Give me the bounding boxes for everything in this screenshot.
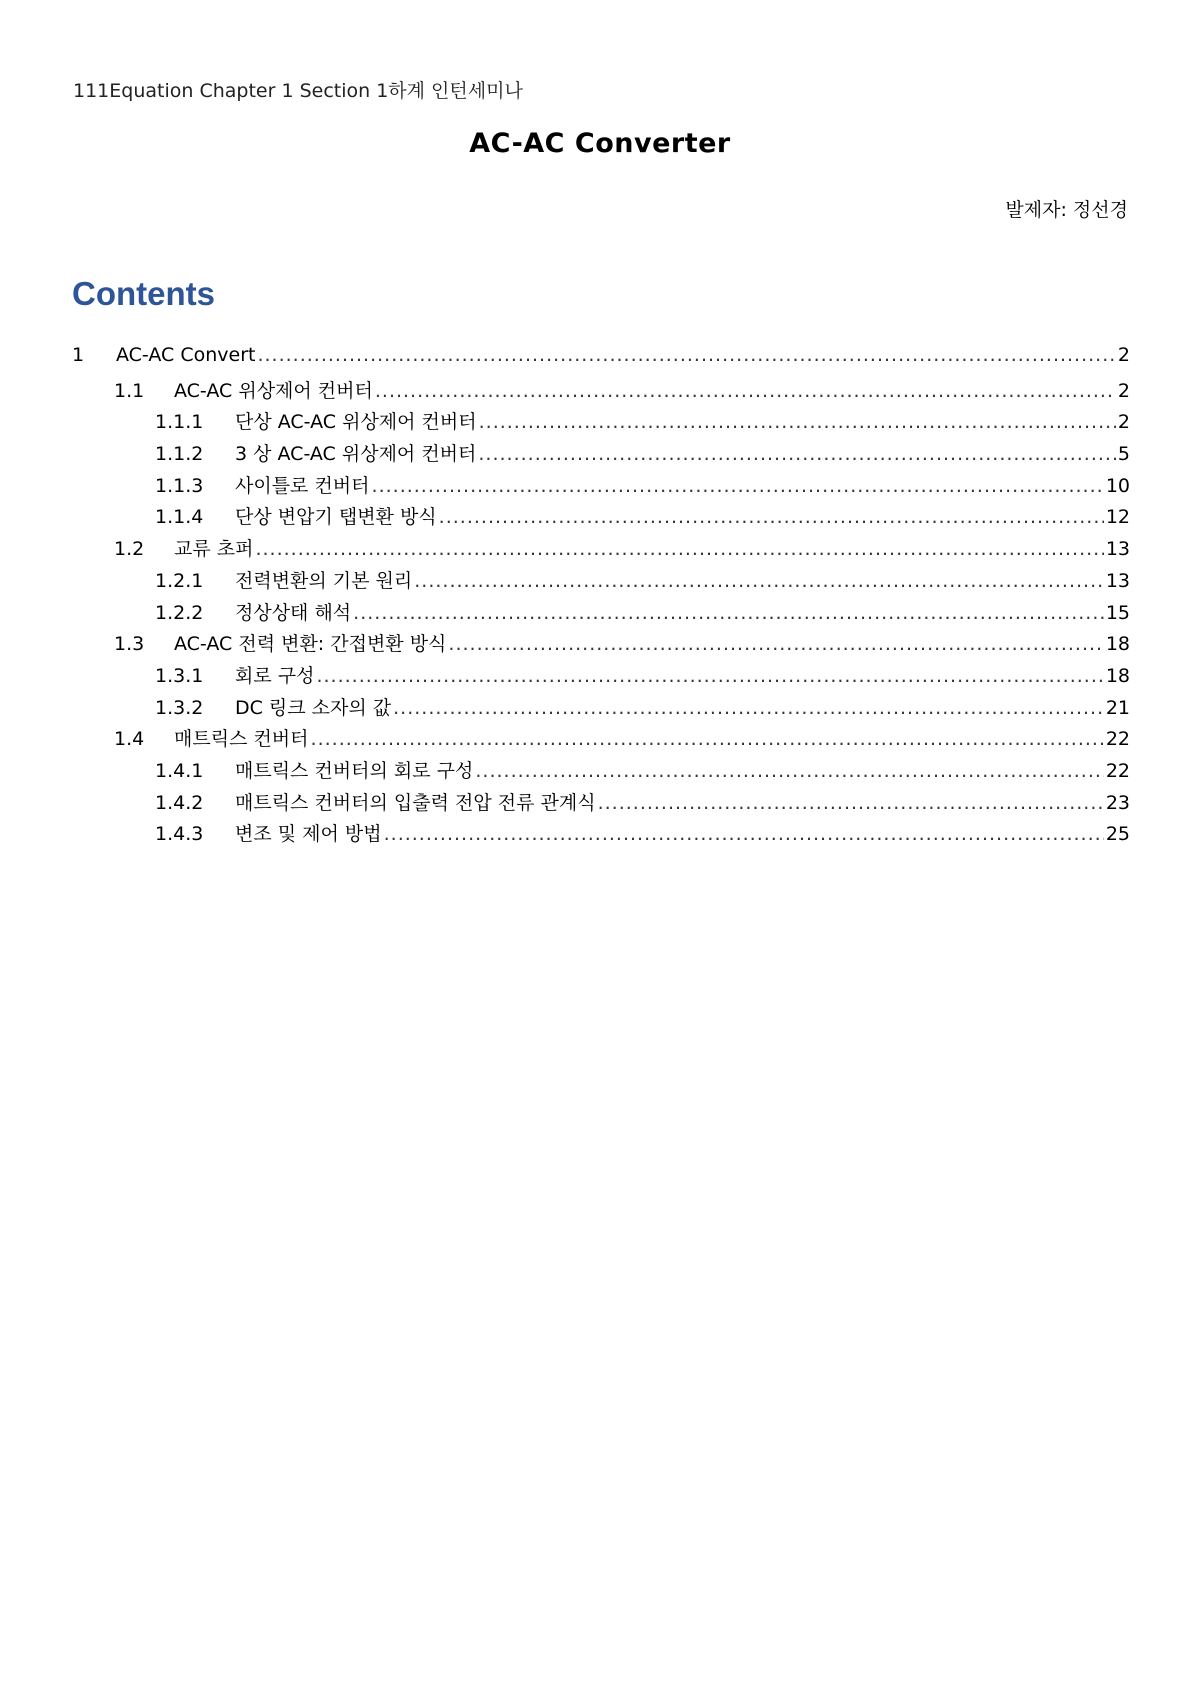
toc-entry-number: 1.1.4	[155, 506, 204, 529]
toc-entry-label: 정상상태 해석	[235, 601, 352, 624]
toc-entry-label: AC-AC Convert	[116, 344, 256, 366]
toc-leader-dots	[598, 792, 1104, 814]
toc-entry-page: 25	[1105, 823, 1130, 846]
toc-leader-dots	[311, 728, 1104, 750]
toc-leader-dots	[372, 475, 1104, 497]
toc-entry-page: 15	[1105, 601, 1130, 624]
toc-entry-number: 1.2.2	[155, 601, 204, 624]
toc-entry-number: 1.3	[114, 633, 145, 656]
toc-entry-page: 2	[1117, 379, 1130, 402]
toc-entry-label: 3 상 AC-AC 위상제어 컨버터	[235, 443, 477, 466]
toc-entry-label: 매트릭스 컨버터의 회로 구성	[235, 759, 474, 782]
toc-leader-dots	[479, 411, 1116, 433]
toc-entry[interactable]	[72, 661, 1130, 693]
table-of-contents	[72, 344, 1130, 851]
toc-leader-dots	[439, 506, 1104, 528]
toc-entry-label: AC-AC 전력 변환: 간접변환 방식	[174, 633, 447, 656]
toc-entry-label: 회로 구성	[235, 664, 315, 687]
toc-entry[interactable]	[72, 788, 1130, 820]
toc-entry-page: 10	[1105, 474, 1130, 497]
toc-entry-label: 매트릭스 컨버터의 입출력 전압 전류 관계식	[235, 791, 596, 814]
toc-entry-number: 1.4.3	[155, 823, 204, 846]
toc-leader-dots	[478, 443, 1116, 465]
toc-entry-page: 13	[1105, 538, 1130, 561]
toc-entry[interactable]	[72, 407, 1130, 439]
toc-entry[interactable]	[72, 534, 1130, 566]
toc-entry-page: 22	[1105, 728, 1130, 751]
toc-leader-dots	[316, 665, 1103, 687]
toc-leader-dots	[353, 602, 1104, 624]
toc-entry-page: 22	[1105, 759, 1130, 782]
toc-entry[interactable]	[72, 598, 1130, 630]
toc-entry-label: 변조 및 제어 방법	[235, 823, 382, 846]
presenter-line: 발제자: 정선경	[1005, 199, 1128, 221]
toc-entry-page: 13	[1105, 569, 1130, 592]
toc-entry-number: 1.3.2	[155, 696, 204, 719]
toc-entry[interactable]	[72, 502, 1130, 534]
toc-entry-number: 1.1.2	[155, 443, 204, 466]
toc-entry[interactable]	[72, 439, 1130, 471]
toc-entry-label: AC-AC 위상제어 컨버터	[174, 379, 373, 402]
toc-leader-dots	[448, 633, 1103, 655]
toc-entry-page: 2	[1117, 411, 1130, 434]
toc-entry-page: 5	[1117, 443, 1130, 466]
document-title: AC-AC Converter	[469, 128, 731, 159]
contents-heading: Contents	[72, 275, 215, 312]
toc-entry-number: 1.2	[114, 538, 145, 561]
toc-entry-number: 1	[72, 344, 85, 366]
toc-entry-number: 1.2.1	[155, 569, 204, 592]
toc-entry-number: 1.3.1	[155, 664, 204, 687]
toc-entry[interactable]	[72, 819, 1130, 851]
toc-entry-page: 18	[1105, 633, 1130, 656]
toc-entry[interactable]	[72, 376, 1130, 408]
toc-entry-label: DC 링크 소자의 값	[235, 696, 392, 719]
toc-leader-dots	[384, 823, 1104, 845]
toc-entry-number: 1.1.3	[155, 474, 204, 497]
toc-entry[interactable]	[72, 756, 1130, 788]
header-text: 111Equation Chapter 1 Section 1하계 인턴세미나	[73, 80, 523, 102]
toc-entry-label: 단상 변압기 탭변환 방식	[235, 506, 437, 529]
toc-entry-page: 2	[1117, 344, 1130, 366]
toc-entry[interactable]	[72, 566, 1130, 598]
toc-entry-label: 매트릭스 컨버터	[174, 728, 309, 751]
toc-entry[interactable]	[72, 724, 1130, 756]
toc-entry-number: 1.1.1	[155, 411, 204, 434]
toc-entry-label: 전력변환의 기본 원리	[235, 569, 413, 592]
toc-leader-dots	[257, 344, 1115, 366]
toc-leader-dots	[414, 570, 1104, 592]
toc-entry-label: 단상 AC-AC 위상제어 컨버터	[235, 411, 477, 434]
toc-entry-page: 23	[1105, 791, 1130, 814]
toc-entry-page: 18	[1105, 664, 1130, 687]
toc-entry-page: 21	[1105, 696, 1130, 719]
toc-entry-number: 1.4.2	[155, 791, 204, 814]
toc-entry-label: 사이틀로 컨버터	[235, 474, 370, 497]
toc-entry-number: 1.4	[114, 728, 145, 751]
toc-leader-dots	[375, 380, 1116, 402]
toc-leader-dots	[475, 760, 1103, 782]
toc-entry-number: 1.1	[114, 379, 145, 402]
toc-leader-dots	[393, 697, 1104, 719]
toc-entry[interactable]	[72, 471, 1130, 503]
toc-leader-dots	[255, 538, 1103, 560]
toc-entry-label: 교류 초퍼	[174, 538, 254, 561]
toc-entry[interactable]	[72, 629, 1130, 661]
toc-entry-page: 12	[1105, 506, 1130, 529]
toc-entry[interactable]	[72, 693, 1130, 725]
toc-entry-number: 1.4.1	[155, 759, 204, 782]
toc-entry[interactable]	[72, 344, 1130, 376]
